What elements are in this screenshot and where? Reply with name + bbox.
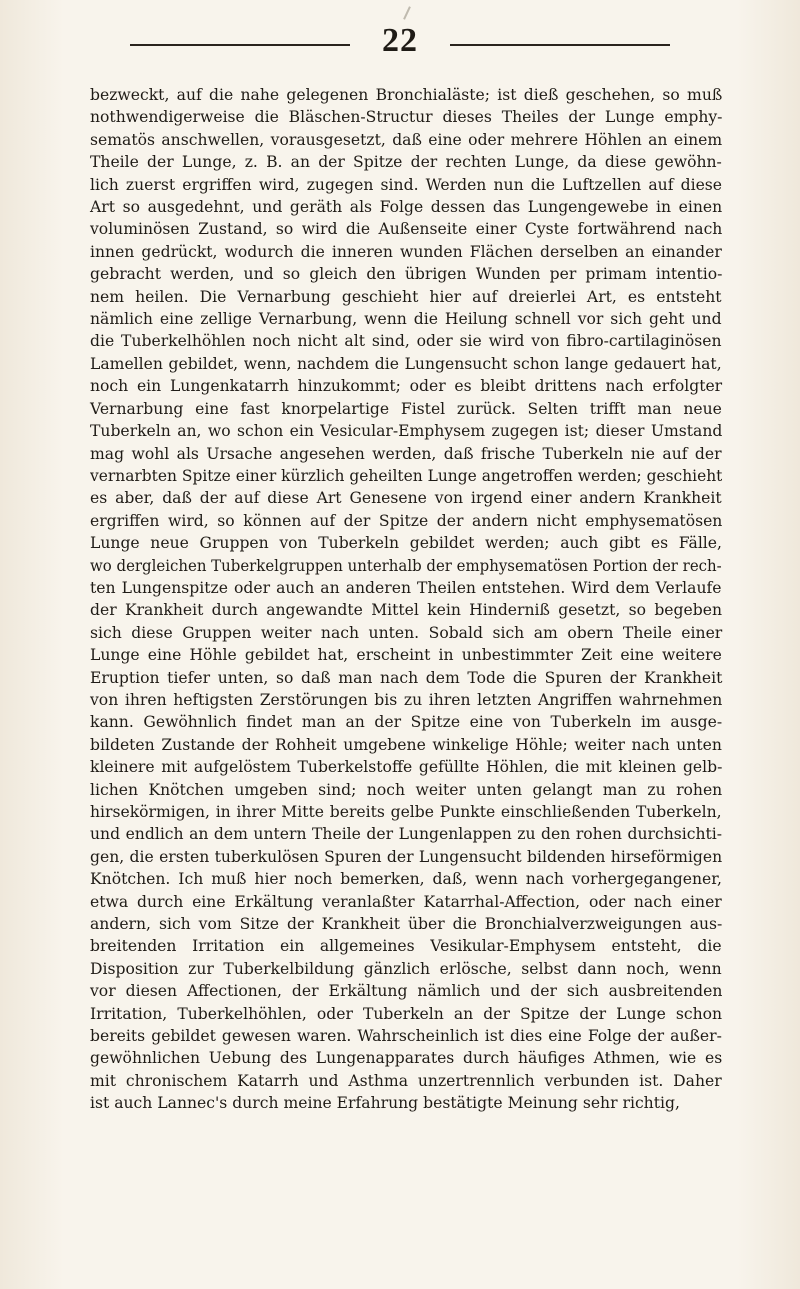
text-line: Irritation, Tuberkelhöhlen, oder Tuberkeln an der Spitze der Lunge schon <box>90 1004 723 1023</box>
text-line: mag wohl als Ursache angesehen werden, daß frische Tuberkeln nie auf der <box>90 444 722 463</box>
text-line: gewöhnlichen Uebung des Lungenapparates durch häufiges Athmen, wie es <box>90 1049 723 1068</box>
text-line: bildeten Zustande der Rohheit umgebene winkelige Höhle; weiter nach unten <box>90 735 722 754</box>
text-line: Tuberkeln an, wo schon ein Vesicular-Emphysem zugegen ist; dieser Umstand <box>90 422 723 441</box>
ink-mark <box>403 6 411 20</box>
text-line: vor diesen Affectionen, der Erkältung nämlich und der sich ausbreitenden <box>90 982 723 1001</box>
text-line: innen gedrückt, wodurch die inneren wunden Flächen derselben an einander <box>90 242 722 261</box>
text-line: noch ein Lungenkatarrh hinzukommt; oder es bleibt drittens nach erfolgter <box>90 377 723 396</box>
text-line: etwa durch eine Erkältung veranlaßter Katarrhal-Affection, oder nach einer <box>90 892 722 911</box>
text-line: Lunge neue Gruppen von Tuberkeln gebildet werden; auch gibt es Fälle, <box>90 534 722 553</box>
text-line: wo dergleichen Tuberkelgruppen unterhalb der emphysematösen Portion der rech- <box>90 556 722 575</box>
text-line: nothwendigerweise die Bläschen-Structur dieses Theiles der Lunge emphy- <box>90 108 723 127</box>
text-line: voluminösen Zustand, so wird die Außenseite einer Cyste fortwährend nach <box>90 220 723 239</box>
text-line: nämlich eine zellige Vernarbung, wenn die Heilung schnell vor sich geht und <box>90 310 722 329</box>
body-text <box>90 84 722 1115</box>
page-number: 22 <box>382 22 418 59</box>
text-line: vernarbten Spitze einer kürzlich geheilten Lunge angetroffen werden; geschieht <box>90 466 723 485</box>
text-line: breitenden Irritation ein allgemeines Vesikular-Emphysem entsteht, die <box>90 937 722 956</box>
text-line: gebracht werden, und so gleich den übrigen Wunden per primam intentio- <box>90 265 723 284</box>
page-header <box>90 22 710 62</box>
text-line: Eruption tiefer unten, so daß man nach dem Tode die Spuren der Krankheit <box>90 668 723 687</box>
text-line: hirsekörmigen, in ihrer Mitte bereits gelbe Punkte einschließenden Tuberkeln, <box>90 803 722 821</box>
text-line: nem heilen. Die Vernarbung geschieht hier auf dreierlei Art, es entsteht <box>90 287 722 306</box>
text-line: gen, die ersten tuberkulösen Spuren der Lungensucht bildenden hirseförmigen <box>90 847 723 866</box>
text-line: bereits gebildet gewesen waren. Wahrscheinlich ist dies eine Folge der außer- <box>90 1027 722 1046</box>
text-line: Disposition zur Tuberkelbildung gänzlich erlösche, selbst dann noch, wenn <box>90 959 722 978</box>
text-line: kann. Gewöhnlich findet man an der Spitze eine von Tuberkeln im ausge- <box>90 713 723 732</box>
text-line: die Tuberkelhöhlen noch nicht alt sind, oder sie wird von fibro-cartilaginösen <box>90 332 722 351</box>
text-line: der Krankheit durch angewandte Mittel kein Hinderniß gesetzt, so begeben <box>90 601 722 620</box>
text-line: lichen Knötchen umgeben sind; noch weiter unten gelangt man zu rohen <box>90 780 723 799</box>
text-line: bezweckt, auf die nahe gelegenen Bronchialäste; ist dieß geschehen, so muß <box>90 86 723 104</box>
text-line: Theile der Lunge, z. B. an der Spitze der rechten Lunge, da diese gewöhn- <box>90 153 722 172</box>
text-line: ten Lungenspitze oder auch an anderen Theilen entstehen. Wird dem Verlaufe <box>90 578 722 597</box>
text-line: Vernarbung eine fast knorpelartige Fistel zurück. Selten trifft man neue <box>90 399 722 418</box>
text-line: sematös anschwellen, vorausgesetzt, daß eine oder mehrere Höhlen an einem <box>90 130 723 149</box>
text-line: Art so ausgedehnt, und geräth als Folge dessen das Lungengewebe in einen <box>90 198 723 217</box>
text-line: kleinere mit aufgelöstem Tuberkelstoffe gefüllte Höhlen, die mit kleinen gelb- <box>90 758 723 777</box>
text-line: mit chronischem Katarrh und Asthma unzertrennlich verbunden ist. Daher <box>90 1071 722 1090</box>
text-line: Knötchen. Ich muß hier noch bemerken, daß, wenn nach vorhergegangener, <box>90 870 722 889</box>
text-line: ergriffen wird, so können auf der Spitze der andern nicht emphysematösen <box>90 511 723 530</box>
header-rule-left <box>130 44 350 46</box>
text-line: sich diese Gruppen weiter nach unten. Sobald sich am obern Theile einer <box>90 623 723 642</box>
text-line: von ihren heftigsten Zerstörungen bis zu ihren letzten Angriffen wahrnehmen <box>90 690 723 709</box>
text-line: lich zuerst ergriffen wird, zugegen sind. Werden nun die Luftzellen auf diese <box>90 175 723 194</box>
text-line: andern, sich vom Sitze der Krankheit über die Bronchialverzweigungen aus- <box>90 915 723 934</box>
header-rule-right <box>450 44 670 46</box>
text-line: und endlich an dem untern Theile der Lungenlappen zu den rohen durchsichti- <box>90 825 723 844</box>
text-line: Lunge eine Höhle gebildet hat, erscheint in unbestimmter Zeit eine weitere <box>90 646 722 665</box>
text-line: Lamellen gebildet, wenn, nachdem die Lungensucht schon lange gedauert hat, <box>90 354 722 373</box>
text-line: ist auch Lannec's durch meine Erfahrung bestätigte Meinung sehr richtig, <box>90 1094 680 1113</box>
text-line: es aber, daß der auf diese Art Genesene von irgend einer andern Krankheit <box>90 489 722 508</box>
